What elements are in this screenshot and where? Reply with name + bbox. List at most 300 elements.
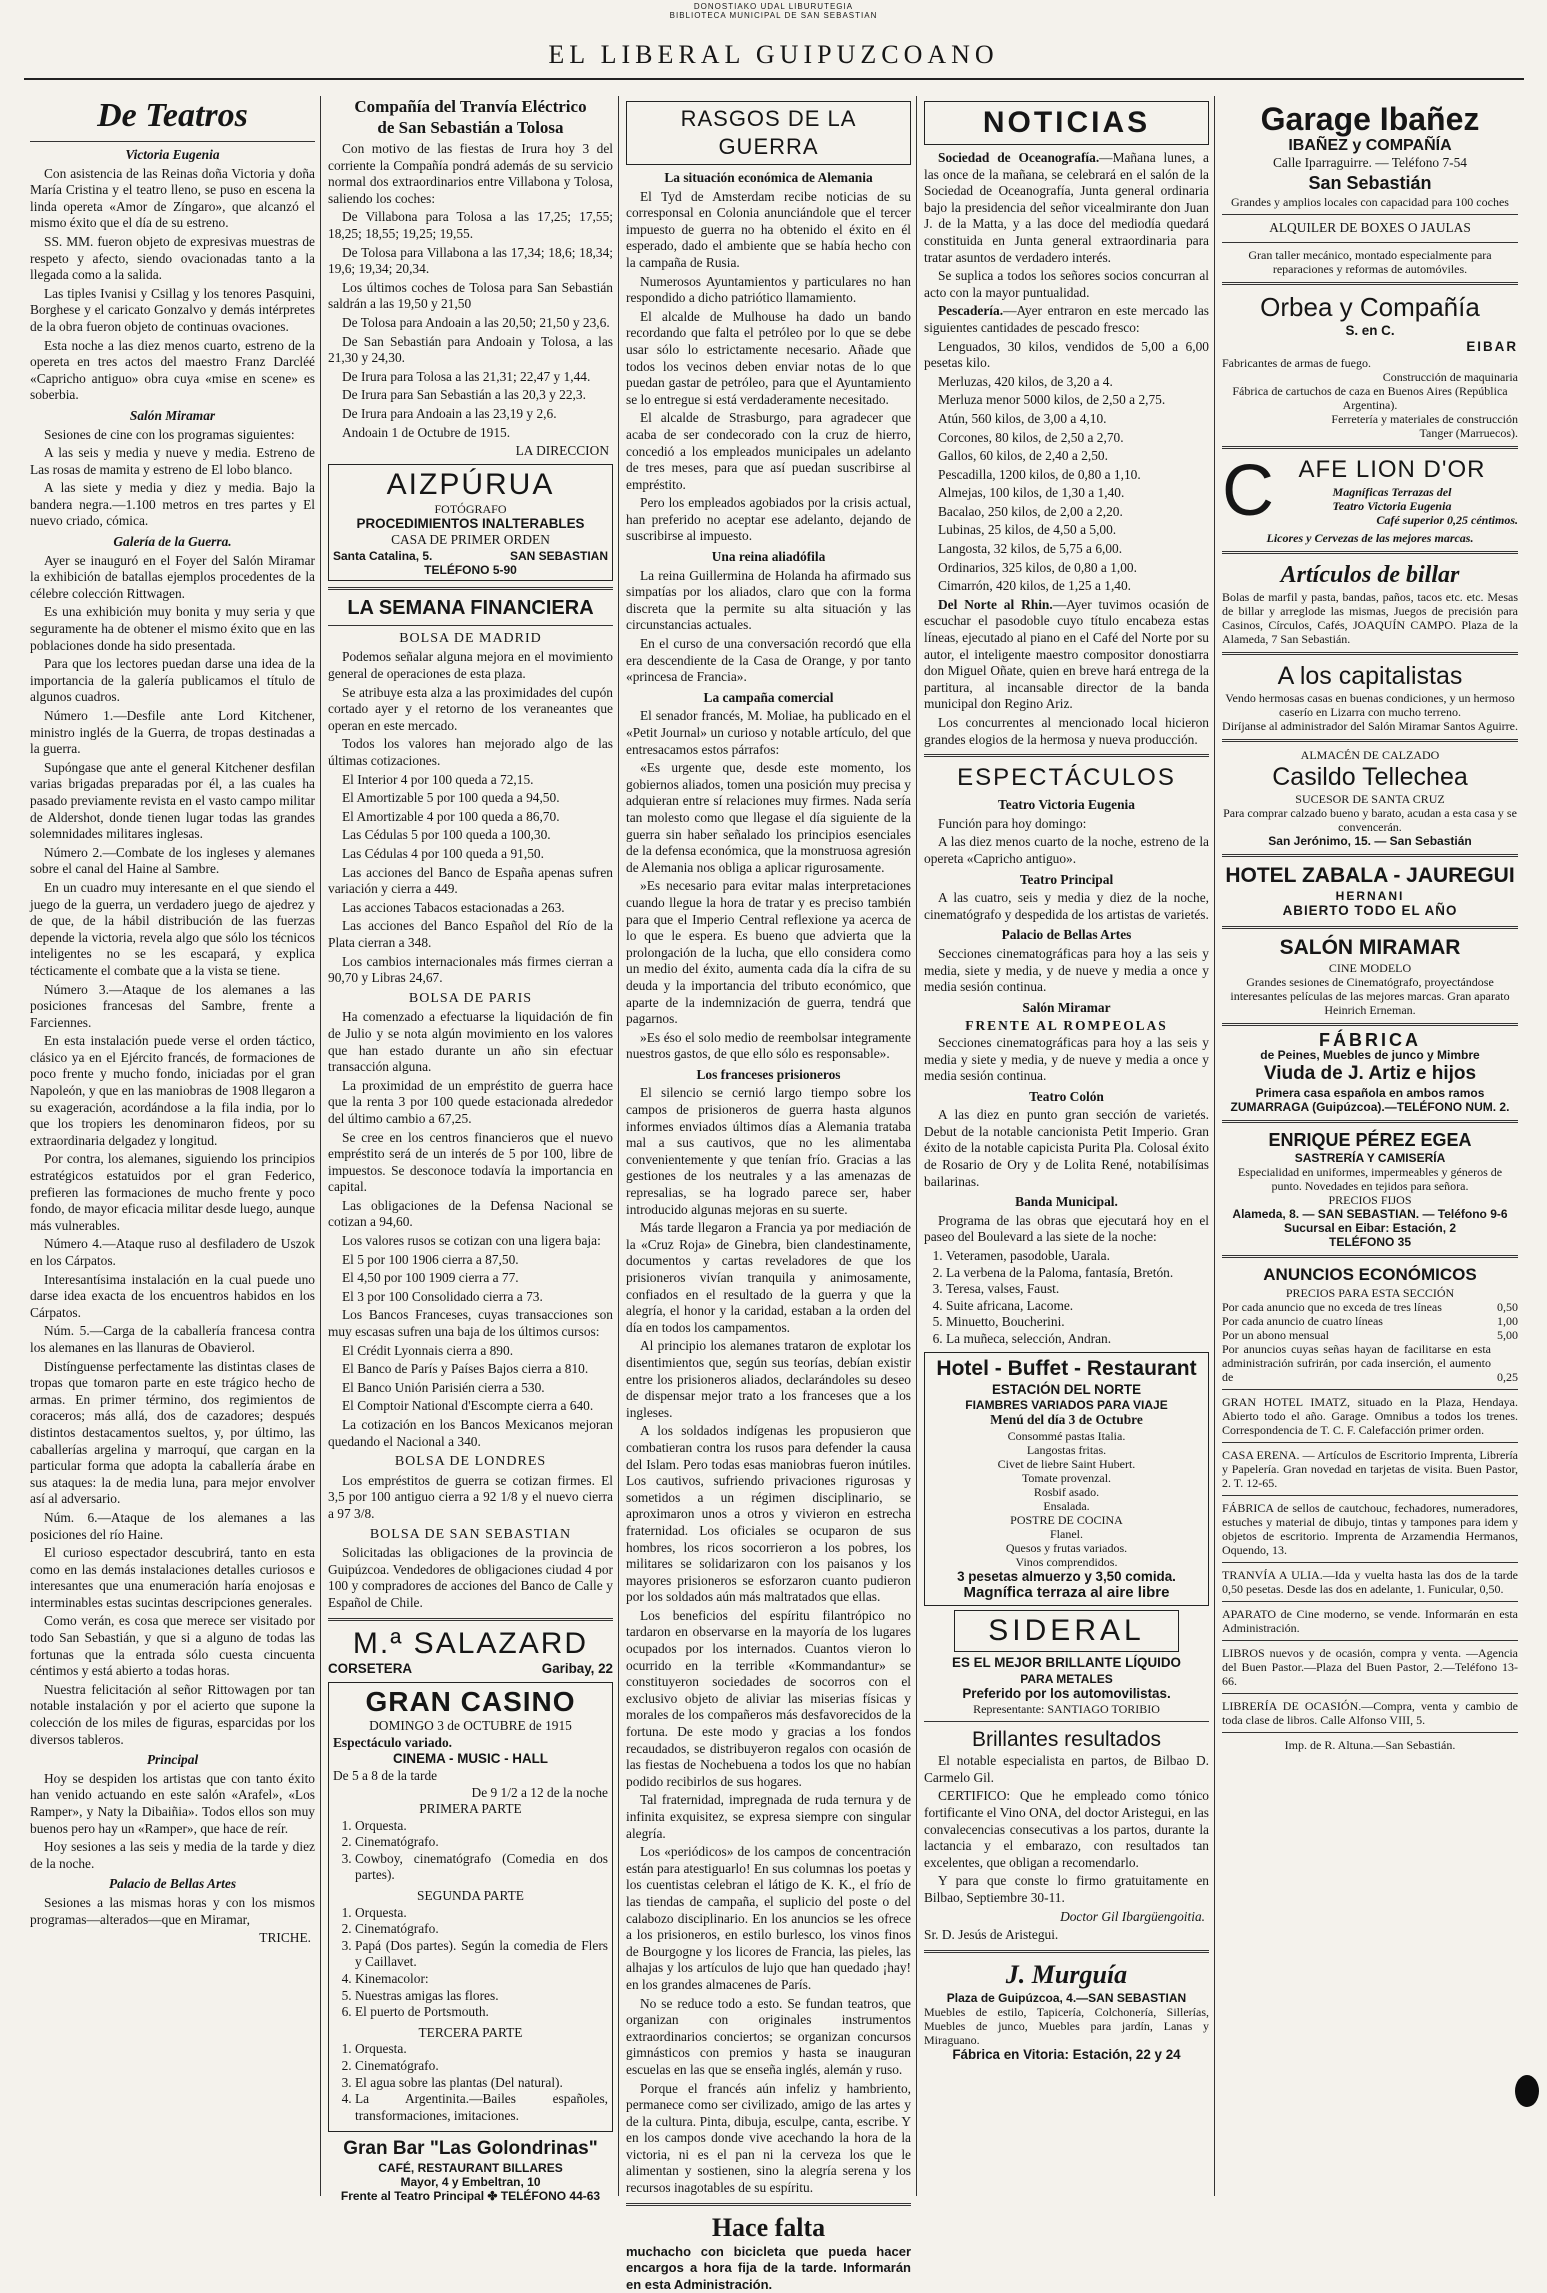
egea-title: ENRIQUE PÉREZ EGEA <box>1268 1130 1472 1151</box>
paragraph: Distínguense perfectamente las distintas clases de tropas que tomaron parte en este trágico hecho de armas. En primer término, dos regimientos de coraceros; más allá, dos de cazadores; después distintos destacamentos sueltos, y, por último, las caballerías argelina y marroquí, que cargan en la particular forma que adopta la caballería árabe en sus ataques: la de media luna, para mejor envolver así al adversario. <box>30 1358 315 1507</box>
library-line-2: BIBLIOTECA MUNICIPAL DE SAN SEBASTIAN <box>669 11 878 20</box>
list-item: 5. Minuetto, Boucherini. <box>946 1314 1209 1331</box>
tranvia-body <box>328 141 613 441</box>
paragraph: No se reduce todo a esto. Se fundan teatros, que organizan con originales instrumentos extraordinarios conciertos; se organizan concursos gimnásticos con premios y hasta se inauguran escuelas en las que se enseña inglés, alemán y ruso. <box>626 1995 911 2077</box>
garage-alquiler: ALQUILER DE BOXES O JAULAS <box>1269 220 1471 236</box>
divider <box>1222 854 1518 857</box>
list-item: 1. Orquesta. <box>355 2041 608 2058</box>
masthead-rule <box>24 78 1524 80</box>
list-item: 2. Cinematógrafo. <box>355 1834 608 1851</box>
paragraph: Cimarrón, 420 kilos, de 1,25 a 1,40. <box>938 578 1132 594</box>
show-title: Salón Miramar <box>1022 999 1111 1015</box>
list-item: 6. El puerto de Portsmouth. <box>355 2004 608 2021</box>
divider <box>1222 1023 1518 1026</box>
paragraph: Ayer se inauguró en el Foyer del Salón Miramar la exhibición de batallas ejemplos procedentes de la célebre colección Rittwagen. <box>30 552 315 601</box>
egea-address: Alameda, 8. — SAN SEBASTIAN. — Teléfono 9-6 <box>1232 1207 1508 1222</box>
paragraph: Interesantísima instalación en la cual puede uno darse idea exacta de los encuentros habidos en los Cárpatos. <box>30 1271 315 1320</box>
aizpurua-name: AIZPÚRUA <box>386 467 555 501</box>
paragraph: El silencio se cernió largo tiempo sobre los campos de prisioneros de guerra hasta algunos informes enviados últimos días a Alemania trataba mal a sus cautivos, que no les alimentaba convenientemente y que tenían frío. Gracias a las gestiones de los neutrales y a las amenazas de represalias, se ha logrado parece ser, haber introducido algunas mejoras en su suerte. <box>626 1085 911 1217</box>
list-item: 2. Cinematógrafo. <box>355 2058 608 2075</box>
golondrinas-ad <box>328 2137 613 2203</box>
list-item: 5. Nuestras amigas las flores. <box>355 1988 608 2005</box>
precios-title: PRECIOS PARA ESTA SECCIÓN <box>1285 1286 1455 1301</box>
list-item: Tomate provenzal. <box>1021 1470 1112 1485</box>
list-item: Rosbif asado. <box>1033 1484 1100 1499</box>
banda-program-list <box>924 1248 1209 1348</box>
bolsa-londres-body <box>328 1473 613 1523</box>
brillantes-text: Y para que conste lo firmo gratuitamente en Bilbao, Septiembre 30-11. <box>924 1873 1209 1905</box>
paragraph: Hoy se despiden los artistas que con tanto éxito han venido actuando en este salón «Arafel», «Los Ramper», y Naty la Dibaiñia». Todos ellos son muy buenos pero hay un «Ramper», que hace de reír. <box>30 1770 315 1836</box>
perez-egea-ad <box>1222 1129 1518 1249</box>
divider <box>30 141 315 142</box>
salazard-ad <box>328 1627 613 1678</box>
casino-part-1: PRIMERA PARTE <box>419 1801 522 1817</box>
lion-title: AFE LION D'OR <box>1298 455 1486 483</box>
billar-text: Bolas de marfil y pasta, bandas, paños, tacos etc. etc. Mesas de billar y arreglode las mismas, Juegos de precisión para Casinos, Círculos, Cafés, JOAQUÍN CAMPO. Plaza de la Alameda, 7 San Sebastián. <box>1222 589 1518 646</box>
price-label: Por cada anuncio de cuatro líneas <box>1222 1314 1383 1329</box>
lion-initial: C <box>1222 450 1274 531</box>
news-item-text: —Ayer tuvimos ocasión de escuchar el pasodoble cuyo título encabeza estas líneas, ejecutado al piano en el Café del Norte por su autor, el inteligente maestro compositor donostiarra don Miguel Oñate, quien en breve hará entrega de la partitura, al incansable director de la banda municipal don Regino Ariz. <box>924 596 1209 712</box>
show-text: A las diez menos cuarto de la noche, estreno de la opereta «Capricho antiguo». <box>924 834 1209 866</box>
orbea-line-1: Fabricantes de armas de fuego. <box>1222 355 1371 370</box>
price-value: 1,00 <box>1497 1314 1518 1329</box>
divider <box>1222 551 1518 554</box>
news-item-text: —Mañana lunes, a las once de la mañana, se celebrará en el salón de la Sociedad de Oceanografía, Junta general ordinaria bajo la presidencia del señor vicealmirante don Juan J. de la Matta, y a las doce del mediodía quedará constituida en Junta general extraordinaria para tratar asuntos de verdadero interés. <box>924 150 1209 265</box>
hotel-sub-2: FIAMBRES VARIADOS PARA VIAJE <box>965 1398 1168 1413</box>
list-item: Langostas fritas. <box>1026 1442 1107 1457</box>
classified-ad: TRANVÍA A ULIA.—Ida y vuelta hasta las dos de la tarde 0,50 pesetas. Desde las dos en adelante, 1. Funicular, 0,50. <box>1222 1568 1518 1597</box>
column-2 <box>328 96 613 2204</box>
section-body <box>30 1895 315 1928</box>
show-text: A las cuatro, seis y media y diez de la noche, cinematógrafo y despedida de los artistas de varietés. <box>924 890 1209 922</box>
gran-casino-ad <box>328 1682 613 2132</box>
paragraph: De Tolosa para Villabona a las 17,34; 18,6; 18,34; 19,6; 19,34; 20,34. <box>328 244 613 277</box>
divider <box>328 625 613 626</box>
paragraph: El alcalde de Strasburgo, para agradecer que acaba de ser condecorado con la cruz de hierro, concedió a los empleados municipales un adelanto de tres meses, para que así puedan suscribirse al empréstito. <box>626 410 911 492</box>
garage-address: Calle Iparraguirre. — Teléfono 7-54 <box>1272 154 1468 170</box>
article-body <box>626 1085 911 2196</box>
paragraph: Los «periódicos» de los campos de concentración están para atestiguarlo! En sus columnas los poetas y los cuentistas celebran el látigo de K. K., el frío de las tiendas de campaña, el suplicio del poste o del calabozo disciplinario. En los anuncios se les ofrece a los prisioneros, en estilo burlesco, los vinos finos de Bourgogne y los licores de Francia, las pieles, las alhajas y los artículos de lujo que han quedado ¡hay! en los grandes almacenes de París. <box>626 1844 911 1992</box>
fabrica-text: Primera casa española en ambos ramos <box>1255 1086 1485 1101</box>
orbea-line-3: Fábrica de cartuchos de caza en Buenos Aires (República Argentina). <box>1232 383 1508 412</box>
hotel-title: Hotel - Buffet - Restaurant <box>936 1356 1197 1380</box>
paragraph: Por contra, los alemanes, siguiendo los principios estratégicos estatuidos por el gran Federico, prefieren las formaciones de mucho frente y poco fondo, de mayor eficacia militar desde luego, aunque más vulnerables. <box>30 1151 315 1233</box>
miramar-title: SALÓN MIRAMAR <box>1279 935 1461 959</box>
article-body <box>626 708 911 1062</box>
salon-miramar-ad <box>1222 935 1518 1017</box>
paragraph: Atún, 560 kilos, de 3,00 a 4,10. <box>938 410 1107 426</box>
show-text: Programa de las obras que ejecutará hoy en el paseo del Boulevard a las siete de la noche: <box>924 1212 1209 1245</box>
classified-ad: APARATO de Cine moderno, se vende. Informarán en esta Administración. <box>1222 1607 1518 1636</box>
capitalistas-text-2: Diríjanse al administrador del Salón Miramar Santos Aguirre. <box>1222 718 1518 733</box>
calzado-text: Para comprar calzado bueno y barato, acudan a esta casa y se convencerán. <box>1223 805 1517 834</box>
divider <box>924 754 1209 757</box>
section-title: Palacio de Bellas Artes <box>108 1876 237 1892</box>
article-body <box>626 568 911 686</box>
sideral-title: SIDERAL <box>954 1610 1179 1652</box>
garage-sub: IBAÑEZ y COMPAÑÍA <box>1288 137 1452 154</box>
bolsa-ss-body <box>328 1545 613 1611</box>
golondrinas-title: Gran Bar "Las Golondrinas" <box>343 2138 598 2160</box>
brillantes-title: Brillantes resultados <box>971 1728 1162 1752</box>
paragraph: Al principio los alemanes trataron de explotar los disentimientos que, según sus teorías, debían existir entre los prisioneros aliados, declarándoles su deseo de dispensar mejor trato a los franceses que a los ingleses. <box>626 1338 911 1420</box>
list-item: Vinos comprendidos. <box>1015 1554 1118 1569</box>
divider <box>1222 1601 1518 1602</box>
column-4-noticias <box>924 96 1209 2196</box>
paragraph: El 4,50 por 100 1909 cierra a 77. <box>342 1270 519 1286</box>
fabrica-sub: de Peines, Muebles de junco y Mimbre <box>1260 1048 1480 1063</box>
semana-title: LA SEMANA FINANCIERA <box>347 596 594 619</box>
show-title: Teatro Principal <box>1019 871 1114 887</box>
lion-line-3: Café superior 0,25 céntimos. <box>1376 512 1518 527</box>
divider <box>1222 282 1518 285</box>
divider <box>626 2203 911 2206</box>
divider <box>1222 1389 1518 1390</box>
paragraph: Número 1.—Desfile ante Lord Kitchener, ministro inglés de la Guerra, de tropas destinadas a la guerra. <box>30 708 315 757</box>
aizpurua-line-2: CASA DE PRIMER ORDEN <box>391 532 550 548</box>
paragraph: Porque el francés aún infeliz y hambriento, permanece como ser civilizado, amigo de las artes y de la cultura. Pinta, dibuja, esculpe, canta, escribe. Y en los campos donde vive acechando la hora de la victoria, ni es el pan ni la cerveza los que le alimentan y sostienen, sino la alegría serena y los recursos inagotables de su espíritu. <box>626 2080 911 2196</box>
paragraph: De Villabona para Tolosa a las 17,25; 17,55; 18,25; 18,55; 19,25; 19,55. <box>328 209 613 241</box>
bolsa-paris-title: BOLSA DE PARIS <box>408 990 533 1006</box>
library-header <box>0 2 1547 20</box>
zabala-city: HERNANI <box>1335 888 1405 903</box>
paragraph: Se cree en los centros financieros que el nuevo empréstito será de un interés de 5 por 100, libre de impuestos. Se desconoce todavía la importancia en capital. <box>328 1129 613 1195</box>
section-body <box>30 427 315 531</box>
precio-note-row <box>1222 1342 1518 1384</box>
casino-part-1-list <box>333 1818 608 1884</box>
classified-ad: CASA ERENA. — Artículos de Escritorio Imprenta, Librería y Papelería. Gran novedad en tarjetas de visita. Buen Pastor, 2. T. 12-65. <box>1222 1448 1518 1491</box>
divider <box>1222 926 1518 929</box>
paragraph: La proximidad de un empréstito de guerra hace que la renta 3 por 100 quede estacionada alrededor del último cambio a 67,25. <box>328 1077 613 1126</box>
rasgos-title: RASGOS DE LA GUERRA <box>626 101 911 165</box>
golondrinas-line-3: Frente al Teatro Principal ✤ TELÉFONO 44-63 <box>340 2189 601 2204</box>
paragraph: De Irura para Tolosa a las 21,31; 22,47 y 1,44. <box>342 368 591 384</box>
list-item: Civet de liebre Saint Hubert. <box>997 1456 1136 1471</box>
paragraph: El Amortizable 5 por 100 queda a 94,50. <box>342 790 560 806</box>
news-item-text: —Ayer entraron en este mercado las siguientes cantidades de pescado fresco: <box>924 303 1209 335</box>
capitalistas-title: A los capitalistas <box>1277 661 1463 690</box>
garage-title: Garage Ibañez <box>1260 101 1480 137</box>
paragraph: Numerosos Ayuntamientos y particulares no han respondido a dicho patriótico llamamiento. <box>626 273 911 306</box>
paragraph: Los beneficios del espíritu filantrópico no tardaron en observarse en la mayoría de los lugares ocupados por los internados. Cuantos vieron lo ocurrido en la terrible «Kommandantur» se constituyeron sociedades de socorros con el exclusivo objeto de aliviar las miserias físicas y morales de los compañeros más desfavorecidos de la fortuna. De este modo y gracias a los fondos recaudados, se distribuyeron regalos con ocasión de las fiestas de Nochebuena a todos los que no habían podido recibirlos de sus hogares. <box>626 1607 911 1789</box>
paragraph: De Irura para Andoain a las 23,19 y 2,6. <box>342 405 557 421</box>
salazard-name: M.ª SALAZARD <box>352 1626 589 1660</box>
paragraph: Los valores rusos se cotizan con una ligera baja: <box>342 1233 601 1249</box>
paragraph: El Banco de París y Países Bajos cierra a 810. <box>342 1361 589 1377</box>
murguia-title: J. Murguía <box>1005 1959 1128 1989</box>
paragraph: Número 2.—Combate de los ingleses y alemanes sobre el canal del Haine al Sambre. <box>30 844 315 877</box>
list-item: 3. Teresa, valses, Faust. <box>946 1281 1209 1298</box>
paragraph: Núm. 6.—Ataque de los alemanes a las posiciones del río Haine. <box>30 1509 315 1542</box>
paragraph: El Tyd de Amsterdam recibe noticias de su corresponsal en Colonia anunciándole que el tercer impuesto de guerra no ha obtenido el éxito en él esperado, dado el ambiente que se había hecho con la campaña de Rusia. <box>626 188 911 270</box>
calzado-name: Casildo Tellechea <box>1272 762 1468 791</box>
divider <box>1222 652 1518 655</box>
news-item <box>924 150 1209 266</box>
paragraph: Supóngase que ante el general Kitchener desfilan varias brigadas preparadas por él, a las cuales ha pasado previamente revista en el vasto campo militar de Aldershot, donde tienen lugar todas las grandes solemnidades militares inglesas. <box>30 759 315 842</box>
paragraph: Las acciones del Banco Español del Río de la Plata cierran a 348. <box>328 918 613 950</box>
list-item: 3. Papá (Dos partes). Según la comedia de Flers y Caillavet. <box>355 1938 608 1971</box>
hotel-price: 3 pesetas almuerzo y 3,50 comida. <box>957 1568 1176 1584</box>
calzado-address: San Jerónimo, 15. — San Sebastián <box>1268 833 1472 848</box>
egea-precios: PRECIOS FIJOS <box>1328 1193 1412 1208</box>
price-row <box>1222 1314 1518 1328</box>
paragraph: Más tarde llegaron a Francia ya por mediación de la «Cruz Roja» de Ginebra, bien clandestinamente, documentos y cartas reveladores de que los prisioneros vivían tranquila y animosamente, confiados en el resultado de la guerra y que la alegría, el honor y la caridad, estaban a la orden del día en todos los campamentos. <box>626 1220 911 1335</box>
section-title: Salón Miramar <box>129 407 216 423</box>
paragraph: Ha comenzado a efectuarse la liquidación de fin de Julio y se nota algún movimiento en los valores que han estado durante un año sin efectuar transacción alguna. <box>328 1009 613 1075</box>
fish-list <box>924 339 1209 595</box>
show-text: Función para hoy domingo: <box>938 815 1087 831</box>
news-item-title: Sociedad de Oceanografía. <box>938 150 1100 165</box>
hotel-postre-list <box>929 1527 1204 1569</box>
news-item <box>924 303 1209 336</box>
paragraph: Ordinarios, 325 kilos, de 0,80 a 1,00. <box>938 559 1137 575</box>
espectaculos-title: ESPECTÁCULOS <box>957 764 1176 792</box>
bolsa-madrid-title: BOLSA DE MADRID <box>399 630 542 646</box>
show-text: Secciones cinematográficas para hoy a las seis y media, siete y media, y de nueve y media a once y media sesión continua. <box>924 945 1209 995</box>
paragraph: Lenguados, 30 kilos, vendidos de 5,00 a 6,00 pesetas kilo. <box>924 338 1209 371</box>
lion-line-1: Magníficas Terrazas del <box>1332 484 1452 499</box>
signature: TRICHE. <box>259 1930 311 1946</box>
divider <box>1222 1693 1518 1694</box>
paragraph: Sesiones a las mismas horas y con los mismos programas—alterados—que en Miramar, <box>30 1894 315 1927</box>
salazard-address: Garibay, 22 <box>541 1660 613 1676</box>
list-item: 2. La verbena de la Paloma, fantasía, Bretón. <box>946 1265 1209 1282</box>
teatros-heading: De Teatros <box>97 97 248 134</box>
paragraph: Pero los empleados agobiados por la crisis actual, han preferido no aceptar ese adelanto, dejando de suscribirse al impuesto. <box>626 495 911 544</box>
paragraph: El Amortizable 4 por 100 queda a 86,70. <box>342 808 560 824</box>
paragraph: Nuestra felicitación al señor Rittowagen por tan notable instalación y por el acierto que supone la colección de los miles de figuras, esparcidas por los diversos tableros. <box>30 1681 315 1747</box>
divider <box>1222 1120 1518 1123</box>
golondrinas-line-1: CAFÉ, RESTAURANT BILLARES <box>378 2161 563 2176</box>
paragraph: Sesiones de cine con los programas siguientes: <box>44 426 295 442</box>
casino-part-2-list <box>333 1905 608 2021</box>
precio-note-price: 0,25 <box>1497 1370 1518 1385</box>
paragraph: Corcones, 80 kilos, de 2,50 a 2,70. <box>938 429 1124 445</box>
divider <box>328 1618 613 1621</box>
paragraph: Es una exhibición muy bonita y muy seria y que seguramente ha de obtener el mismo éxito que en las poblaciones donde ha sido presentada. <box>30 604 315 653</box>
zabala-sub: ABIERTO TODO EL AÑO <box>1282 902 1458 918</box>
list-item: 1. Veteramen, pasodoble, Uarala. <box>946 1248 1209 1265</box>
list-item: Quesos y frutas variados. <box>1005 1540 1128 1555</box>
precio-note: Por anuncios cuyas señas hayan de facilitarse en esta administración sufrirán, por cada inserción, el aumento de <box>1222 1342 1491 1385</box>
news-item-text: Se suplica a todos los señores socios concurran al acto con la mayor puntualidad. <box>924 268 1209 300</box>
orbea-ad <box>1222 291 1518 440</box>
lion-line-4: Licores y Cervezas de las mejores marcas. <box>1266 530 1474 545</box>
paragraph: »Es éso el solo medio de reembolsar integramente nuestros gastos, de que ello sólo es responsable». <box>626 1029 911 1062</box>
miramar-text: Grandes sesiones de Cinematógrafo, proyectándose interesantes películas de las mejores marcas. Gran aparato Heinrich Erneman. <box>1230 974 1510 1017</box>
paragraph: De Tolosa para Andoain a las 20,50; 21,50 y 23,6. <box>342 314 610 330</box>
paragraph: Las acciones del Banco de España apenas sufren variación y cierra a 449. <box>328 864 613 897</box>
paragraph: El alcalde de Mulhouse ha dado un bando recordando que falta el petróleo por lo que se debe usar sólo lo estrictamente necesario. Añade que todos los vecinos deben enviar notas de lo que puedan gastar de petróleo, para que el Ayuntamiento se lo entregue si está verdaderamente necesitado. <box>626 308 911 407</box>
hotel-menu-title: Menú del día 3 de Octubre <box>990 1412 1143 1428</box>
paragraph: Andoain 1 de Octubre de 1915. <box>342 424 511 440</box>
salazard-trade: CORSETERA <box>328 1660 413 1676</box>
sideral-line-4: Representante: SANTIAGO TORIBIO <box>973 1702 1160 1717</box>
aizpurua-address-row <box>333 549 608 563</box>
paragraph: Todos los valores han mejorado algo de las últimas cotizaciones. <box>328 736 613 769</box>
tranvia-title-line-2: de San Sebastián a Tolosa <box>377 118 564 137</box>
paragraph: Tal fraternidad, impregnada de ruda ternura y de infinita exquisitez, se expresa siempre con singular alegría. <box>626 1792 911 1841</box>
divider <box>328 587 613 590</box>
brillantes-text: CERTIFICO: Que he empleado como tónico fortificante el Vino ONA, del doctor Aristegui, en las convalecencias consecutivas a los partos, durante la lactancia y el embarazo, con resultados tan excelentes, que obligan a recomendarlo. <box>924 1788 1209 1870</box>
price-label: Por cada anuncio que no exceda de tres líneas <box>1222 1300 1442 1315</box>
news-item-title: Pescadería. <box>938 303 1004 319</box>
paragraph: De Irura para San Sebastián a las 20,3 y 22,3. <box>342 387 586 403</box>
article-title: La campaña comercial <box>703 689 834 705</box>
news-item-text: Los concurrentes al mencionado local hicieron grandes elogios de la hermosa y nueva producción. <box>924 715 1209 747</box>
paragraph: Langosta, 32 kilos, de 5,75 a 6,00. <box>938 541 1123 557</box>
paragraph: Esta noche a las diez menos cuarto, estreno de la opereta en tres actos del maestro Franz Darcléé «Capricho antiguo» obra cuya «mise en scene» es soberbia. <box>30 337 315 403</box>
paragraph: En esta instalación puede verse el orden táctico, clásico ya en el Ejército francés, de formaciones de poco frente y mucho fondo, iniciadas por el gran Napoleón, y que en las maniobras de 1908 llegaron a su exageración, acordándose a la fila india, por lo que los tropiers les denominaron fideos, por su extraordinaria delgadez y longitud. <box>30 1033 315 1148</box>
murguia-fabrica: Fábrica en Vitoria: Estación, 22 y 24 <box>952 2046 1181 2062</box>
paragraph: El senador francés, M. Moliae, ha publicado en el «Petit Journal» un curioso y notable artículo, del que entresacamos estos párrafos: <box>626 708 911 757</box>
list-item: 2. Cinematógrafo. <box>355 1921 608 1938</box>
divider <box>1222 1442 1518 1443</box>
egea-sub: SASTRERÍA Y CAMISERÍA <box>1294 1151 1446 1166</box>
bolsa-madrid-body <box>328 649 613 986</box>
section-body <box>30 1771 315 1873</box>
paragraph: En el curso de una conversación recordó que ella era descendiente de la Casa de Orange, y por tanto «princesa de Francia». <box>626 636 911 685</box>
hotel-menu <box>929 1429 1204 1513</box>
garage-city: San Sebastián <box>1308 173 1432 194</box>
paragraph: Solicitadas las obligaciones de la provincia de Guipúzcoa. Vendedores de obligaciones ciudad 4 por 100 y compradores de acciones del Banco de Calle y Español de Chile. <box>328 1545 613 1610</box>
precio-rows <box>1222 1300 1518 1342</box>
price-value: 5,00 <box>1497 1328 1518 1343</box>
divider <box>1222 242 1518 243</box>
fabrica-name: Viuda de J. Artiz e hijos <box>1263 1063 1477 1085</box>
price-value: 0,50 <box>1497 1300 1518 1315</box>
price-row <box>1222 1300 1518 1314</box>
list-item: Flanel. <box>1050 1526 1083 1541</box>
section-body <box>30 166 315 404</box>
noticias-title: NOTICIAS <box>924 101 1209 145</box>
list-item: Consommé pastas Italia. <box>1007 1428 1126 1443</box>
list-item: Ensalada. <box>1043 1498 1090 1513</box>
hotel-buffet-ad <box>924 1352 1209 1606</box>
casino-date: DOMINGO 3 de OCTUBRE de 1915 <box>369 1718 572 1734</box>
paragraph: Los cambios internacionales más firmes cierran a 90,70 y Libras 24,67. <box>328 953 613 986</box>
paragraph: Las acciones Tabacos estacionadas a 263. <box>342 899 565 915</box>
paragraph: El Crédit Lyonnais cierra a 890. <box>342 1342 514 1358</box>
orbea-city: EIBAR <box>1466 339 1518 355</box>
paragraph: Los empréstitos de guerra se cotizan firmes. El 3,5 por 100 antiguo cierra a 92 1/8 y el nuevo cierra a 97 3/8. <box>328 1472 613 1521</box>
capitalistas-text: Vendo hermosas casas en buenas condiciones, y un hermoso caserío en Lizarra con mucho terreno. <box>1225 690 1515 719</box>
garage-taller: Gran taller mecánico, montado especialmente para reparaciones y reformas de automóviles. <box>1248 247 1492 276</box>
brillantes-signature: Doctor Gil Ibargüengoitia. <box>1060 1908 1205 1924</box>
show-text: A las diez en punto gran sección de varietés. Debut de la notable cancionista Petit Imperio. Gran éxito de la notable capicista Purita Pla. Colosal éxito de Rosario de Ory y de Lolita René, notabilísimas bailarinas. <box>924 1107 1209 1189</box>
paragraph: Las obligaciones de la Defensa Nacional se cotizan a 94,60. <box>328 1197 613 1230</box>
divider <box>924 1721 1209 1722</box>
anuncios-title: ANUNCIOS ECONÓMICOS <box>1263 1265 1477 1285</box>
aizpurua-address: Santa Catalina, 5. <box>333 548 433 563</box>
aizpurua-city: SAN SEBASTIAN <box>509 548 608 563</box>
casino-part-2: SEGUNDA PARTE <box>417 1888 524 1904</box>
paragraph: Bacalao, 250 kilos, de 2,00 a 2,20. <box>938 503 1123 519</box>
sideral-line-1: ES EL MEJOR BRILLANTE LÍQUIDO <box>952 1654 1181 1670</box>
news-item <box>924 597 1209 713</box>
paragraph: Pescadilla, 1200 kilos, de 0,80 a 1,10. <box>938 466 1141 482</box>
paragraph: El 5 por 100 1906 cierra a 87,50. <box>342 1251 519 1267</box>
paragraph: El Comptoir National d'Escompte cierra a 640. <box>342 1398 594 1414</box>
hotel-terraza: Magnífica terraza al aire libre <box>963 1584 1170 1602</box>
divider <box>1222 1255 1518 1258</box>
hotel-sub: ESTACIÓN DEL NORTE <box>991 1381 1142 1397</box>
paragraph: La reina Guillermina de Holanda ha afirmado sus simpatías por los aliados, claro que con la forma discreta que la permite su alta situación y las circunstancias actuales. <box>626 567 911 633</box>
casino-part-3-list <box>333 2041 608 2124</box>
miramar-sub: CINE MODELO <box>1328 960 1412 975</box>
paragraph: Las Cédulas 4 por 100 queda a 91,50. <box>342 846 544 861</box>
aizpurua-sub: FOTÓGRAFO <box>434 501 507 516</box>
show-title: Palacio de Bellas Artes <box>1001 927 1132 943</box>
egea-telephone: TELÉFONO 35 <box>1328 1235 1411 1250</box>
classified-ads <box>1222 1389 1518 1727</box>
fabrica-title: FÁBRICA <box>1319 1029 1421 1050</box>
section-title: Victoria Eugenia <box>125 147 220 162</box>
divider <box>1222 1562 1518 1563</box>
paragraph: Gallos, 60 kilos, de 2,40 a 2,50. <box>938 448 1108 464</box>
paragraph: El 3 por 100 Consolidado cierra a 73. <box>342 1288 543 1304</box>
paragraph: El curioso espectador descubrirá, tanto en esta como en las demás instalaciones detalles curiosos e interesantes que una enumeración haría enojosas e interminables estas sucintas descripciones generales. <box>30 1545 315 1610</box>
paragraph: Como verán, es cosa que merece ser visitado por todo San Sebastián, y que si a alguno de todas las fortunas que la entrada sólo cuesta cincuenta céntimos y está abierto a todas horas. <box>30 1613 315 1679</box>
casino-hours-1: De 5 a 8 de la tarde <box>333 1767 438 1783</box>
divider <box>924 1950 1209 1953</box>
section-title: Galería de la Guerra. <box>113 534 232 550</box>
column-divider <box>1214 96 1215 2196</box>
list-item: 6. La muñeca, selección, Andran. <box>946 1331 1209 1348</box>
show-title: Teatro Colón <box>1029 1088 1104 1104</box>
egea-text: Especialidad en uniformes, impermeables y géneros de punto. Novedades en tejidos para señora. <box>1237 1165 1503 1194</box>
show-title: Banda Municipal. <box>1015 1194 1118 1210</box>
golondrinas-line-2: Mayor, 4 y Embeltran, 10 <box>400 2175 541 2190</box>
casino-variado: Espectáculo variado. <box>333 1734 453 1750</box>
section-title: Principal <box>146 1752 199 1768</box>
list-item: 1. Orquesta. <box>355 1818 608 1835</box>
paragraph: Las tiples Ivanisi y Csillag y los tenores Pasquini, Borghese y el caricato Gonzalvo y demás intérpretes de la obra fueron objeto de continuas ovaciones. <box>30 285 315 334</box>
casino-title: GRAN CASINO <box>365 1686 576 1718</box>
ink-blot <box>1515 2075 1539 2107</box>
list-item: 4. Suite africana, Lacome. <box>946 1298 1209 1315</box>
paragraph: Para que los lectores puedan darse una idea de la importancia de la galería publicamos el título de algunos cuadros. <box>30 656 315 705</box>
sideral-line-2: PARA METALES <box>1020 1671 1113 1686</box>
article-title: Una reina aliadófila <box>711 549 826 565</box>
column-divider <box>916 96 917 2196</box>
calzado-sub: SUCESOR DE SANTA CRUZ <box>1295 791 1445 806</box>
show-text: Secciones cinematográficas para hoy a las seis y media y siete y media, y de nueve y media a once y media sesión continua. <box>924 1034 1209 1084</box>
paragraph: El Interior 4 por 100 queda a 72,15. <box>342 771 534 787</box>
zabala-ad <box>1222 863 1518 920</box>
divider <box>1222 1732 1518 1733</box>
orbea-line-2: Construcción de maquinaria <box>1382 369 1518 384</box>
masthead: EL LIBERAL GUIPUZCOANO <box>548 40 999 69</box>
sideral-line-3: Preferido por los automovilistas. <box>962 1685 1171 1701</box>
paragraph: Se atribuye esta alza a las proximidades del cupón cortado ayer y el retorno de los veraneantes que operan en este mercado. <box>328 684 613 733</box>
divider <box>1222 1640 1518 1641</box>
list-item: 3. El agua sobre las plantas (Del natural). <box>355 2075 608 2092</box>
divider <box>1222 446 1518 449</box>
murguia-ad <box>924 1959 1209 2064</box>
column-1-teatros <box>30 96 315 2196</box>
classified-ad: LIBROS nuevos y de ocasión, compra y venta. —Agencia del Buen Pastor.—Plaza del Buen Pastor, 2.—Teléfono 13-66. <box>1222 1646 1518 1689</box>
library-line-1: DONOSTIAKO UDAL LIBURUTEGIA <box>693 2 854 11</box>
column-3-rasgos <box>626 96 911 2292</box>
paragraph: Número 4.—Ataque ruso al desfiladero de Uszok en los Cárpatos. <box>30 1236 315 1268</box>
section-body <box>30 553 315 1749</box>
paragraph: A los soldados indígenas les propusieron que combatieran contra los rusos para defender la causa del Islam. Pero todas esas maniobras fueron inútiles. Los cautivos, sufriendo privaciones rigurosas y sometidos a un régimen disciplinario, se aproximaron unos a otros y vivieron en estrecha fraternidad. Los oficiales se ocuparon de sus hombres, los ricos socorrieron a los pobres, los militares se solidarizaron con los paisanos y los mayores prisioneros se esforzaron cuanto pudieron por los soldados aún más maltratados que ellas. <box>626 1423 911 1605</box>
paragraph: Las Cédulas 5 por 100 queda a 100,30. <box>342 827 551 843</box>
divider <box>1222 1495 1518 1496</box>
cafe-lion-ad <box>1222 450 1518 531</box>
calzado-title: ALMACÉN DE CALZADO <box>1300 747 1440 762</box>
